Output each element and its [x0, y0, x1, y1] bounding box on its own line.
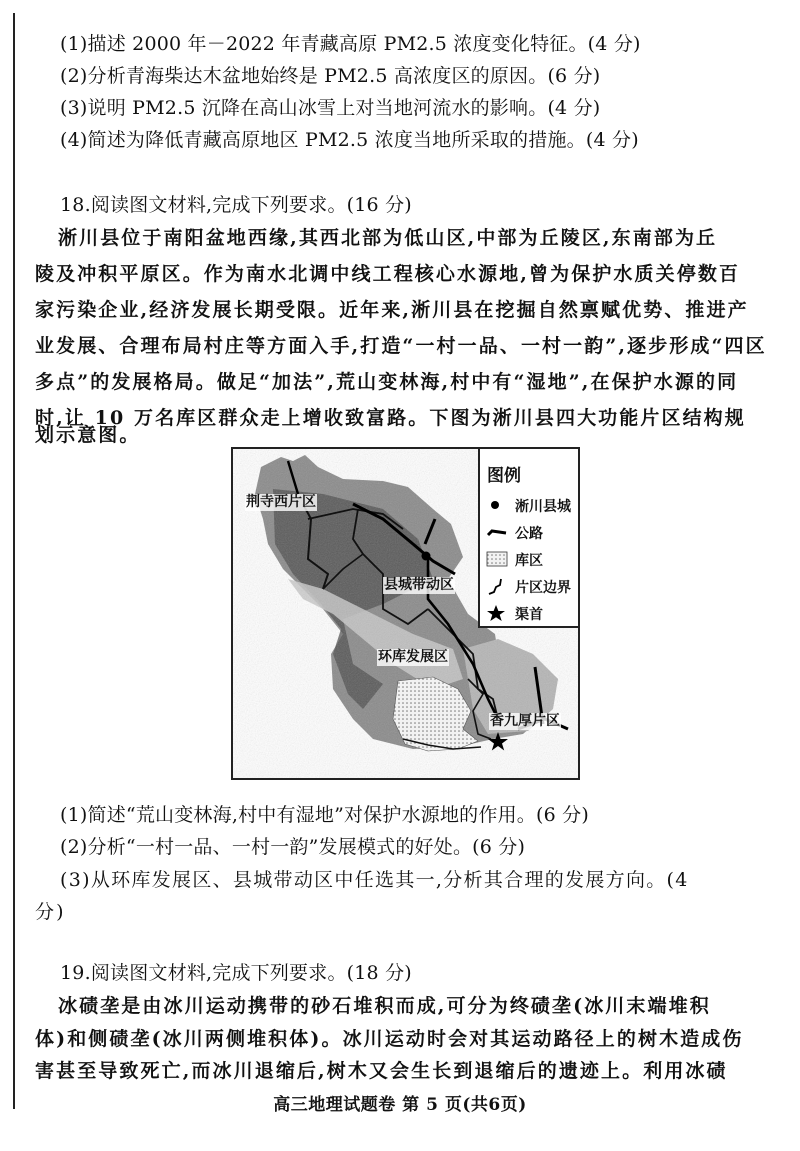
dotted-area-icon	[486, 549, 508, 569]
q18-heading: 18.阅读图文材料,完成下列要求。(16 分)	[60, 194, 412, 216]
xichuan-functional-zones-map	[231, 447, 580, 780]
map-legend	[478, 447, 580, 628]
zone-label-reservoir: 环库发展区	[378, 649, 448, 665]
q18-subquestion-3-continued: 分)	[35, 901, 66, 923]
legend-title: 图例	[487, 466, 521, 486]
dot-icon	[486, 495, 508, 515]
legend-label: 库区	[515, 553, 543, 569]
legend-item-reservoir	[486, 548, 580, 570]
q18-subquestion-1: (1)简述“荒山变林海,村中有湿地”对保护水源地的作用。(6 分)	[60, 804, 589, 826]
q18-passage-line: 业发展、合理布局村庄等方面入手,打造“一村一品、一村一韵”,逐步形成“四区	[35, 335, 767, 357]
boundary-line-icon	[486, 576, 508, 596]
q19-passage-line: 害甚至导致死亡,而冰川退缩后,树木又会生长到退缩后的遗迹上。利用冰碛	[35, 1060, 728, 1082]
q18-subquestion-2: (2)分析“一村一品、一村一韵”发展模式的好处。(6 分)	[60, 836, 526, 858]
legend-label: 淅川县城	[515, 499, 571, 515]
q19-passage-line: 体)和侧碛垄(冰川两侧堆积体)。冰川运动时会对其运动路径上的树木造成伤	[35, 1028, 744, 1050]
legend-item-zone-boundary	[486, 575, 580, 597]
q17-subquestion-2: (2)分析青海柴达木盆地始终是 PM2.5 高浓度区的原因。(6 分)	[60, 65, 601, 87]
q19-heading: 19.阅读图文材料,完成下列要求。(18 分)	[60, 962, 412, 984]
q18-passage-line: 淅川县位于南阳盆地西缘,其西北部为低山区,中部为丘陵区,东南部为丘	[58, 227, 718, 249]
zone-label-jingsi-west: 荆寺西片区	[246, 494, 316, 510]
q18-subquestion-3: (3)从环库发展区、县城带动区中任选其一,分析其合理的发展方向。(4	[60, 869, 689, 891]
binding-margin-line	[13, 13, 15, 1109]
legend-item-road	[486, 521, 580, 543]
q19-passage-line: 冰碛垄是由冰川运动携带的砂石堆积而成,可分为终碛垄(冰川末端堆积	[58, 995, 711, 1017]
legend-label: 片区边界	[515, 580, 571, 596]
q18-passage-line: 划示意图。	[35, 424, 141, 446]
legend-item-canal-head	[486, 602, 580, 624]
page-footer: 高三地理试题卷 第 5 页(共6页)	[273, 1095, 527, 1115]
q18-passage-line: 家污染企业,经济发展长期受限。近年来,淅川县在挖掘自然禀赋优势、推进产	[35, 299, 749, 321]
legend-label: 渠首	[515, 607, 543, 623]
q17-subquestion-3: (3)说明 PM2.5 沉降在高山冰雪上对当地河流水的影响。(4 分)	[60, 97, 601, 119]
legend-label: 公路	[515, 526, 543, 542]
county-seat-dot	[422, 552, 431, 561]
q18-passage-line: 时,让 10 万名库区群众走上增收致富路。下图为淅川县四大功能片区结构规	[35, 407, 746, 429]
q17-subquestion-1: (1)描述 2000 年－2022 年青藏高原 PM2.5 浓度变化特征。(4 分)	[60, 33, 641, 55]
zone-label-county-seat: 县城带动区	[384, 577, 454, 593]
q18-passage-line: 陵及冲积平原区。作为南水北调中线工程核心水源地,曾为保护水质关停数百	[35, 263, 741, 285]
q17-subquestion-4: (4)简述为降低青藏高原地区 PM2.5 浓度当地所采取的措施。(4 分)	[60, 129, 639, 151]
road-line-icon	[486, 522, 508, 542]
q18-passage-line: 多点”的发展格局。做足“加法”,荒山变林海,村中有“湿地”,在保护水源的同	[35, 371, 739, 393]
zone-label-xiangjiuhou: 香九厚片区	[490, 713, 560, 729]
star-icon	[486, 603, 508, 623]
legend-item-county-seat	[486, 494, 580, 516]
